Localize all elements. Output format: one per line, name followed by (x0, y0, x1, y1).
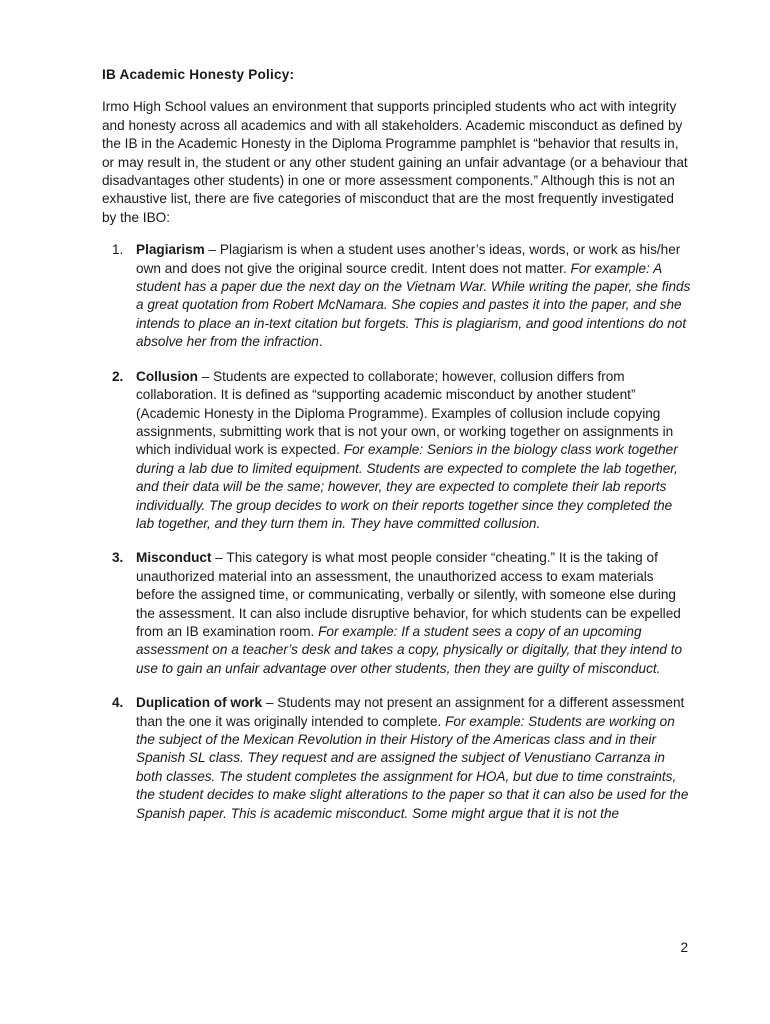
list-item-duplication (102, 694, 692, 823)
list-term: Misconduct (136, 550, 212, 566)
list-dash: – (197, 368, 214, 384)
page-number: 2 (680, 940, 688, 955)
list-term: Collusion (136, 368, 198, 384)
list-text: Plagiarism is when a student uses another’s ideas, words, or work as his/her own and does not give the original source credit. Intent does not matter. (136, 242, 681, 276)
list-term: Plagiarism (136, 242, 205, 258)
list-number: 2. (112, 368, 124, 384)
misconduct-list (102, 241, 692, 823)
list-tail: . (318, 334, 323, 350)
intro-paragraph: Irmo High School values an environment that supports principled students who act with integrity and honesty across all academics and with all stakeholders. Academic misconduct as defined by the IB in the Academic Honesty in the Diploma Programme pamphlet is “behavior that results in, or may result in, the student or any other student gaining an unfair advantage (or a behaviour that disadvantages other students) in one or more assessment components.” Although this is not an exhaustive list, there are five categories of misconduct that are the most frequently investigated by the IBO: (102, 99, 688, 225)
list-example: For example: Students are working on the subject of the Mexican Revolution in their History of the Americas class and in their Spanish SL class. They request and are assigned the subject of Venustiano Carranza in both classes. The student completes the assignment for HOA, but due to time constraints, the student decides to make slight alterations to the paper so that it can also be used for the Spanish paper. This is academic misconduct. Some might argue that it is not the (136, 713, 689, 821)
list-term: Duplication of work (136, 695, 263, 711)
list-dash: – (204, 242, 220, 258)
list-item-misconduct (102, 549, 692, 678)
list-item-plagiarism (102, 241, 692, 351)
list-dash: – (262, 695, 278, 711)
list-number: 3. (112, 550, 124, 566)
policy-heading: IB Academic Honesty Policy: (102, 67, 295, 82)
list-dash: – (211, 550, 227, 566)
list-text: Students are expected to collaborate; however, collusion differs from collaboration. It is defined as “supporting academic misconduct by another student” (Academic Honesty in the Diploma Programme). Examples of collusion include copying assignments, submitting work that is not your own, or working together on assignments in which individual work is expected. (136, 368, 674, 458)
list-example: For example: Seniors in the biology class work together during a lab due to limited equipment. Students are expected to complete the lab together, and their data will be the same; however, they are expected to complete their lab reports individually. The group decides to work on their reports together since they completed the lab together, and they turn them in. They have committed collusion. (136, 442, 678, 531)
list-item-collusion (102, 368, 692, 534)
document-body (102, 66, 692, 839)
list-text: This category is what most people consider “cheating.” It is the taking of unauthorized material into an assessment, the unauthorized access to exam materials before the assigned time, or communicating, verbally or silently, with someone else during the assessment. It can also include disruptive behavior, for which students can be expelled from an IB examination room. (136, 550, 681, 639)
list-text: Students may not present an assignment for a different assessment than the one it was originally intended to complete. (136, 695, 685, 729)
list-number: 1. (112, 242, 124, 258)
list-number: 4. (112, 695, 124, 711)
list-example: For example: If a student sees a copy of an upcoming assessment on a teacher’s desk and takes a copy, physically or digitally, that they intend to use to gain an unfair advantage over other students, then they are guilty of misconduct. (136, 623, 683, 676)
list-example: For example: A student has a paper due the next day on the Vietnam War. While writing the paper, she finds a great quotation from Robert McNamara. She copies and pastes it into the paper, and she intends to place an in-text citation but forgets. This is plagiarism, and good intentions do not absolve her from the infraction (136, 260, 691, 350)
